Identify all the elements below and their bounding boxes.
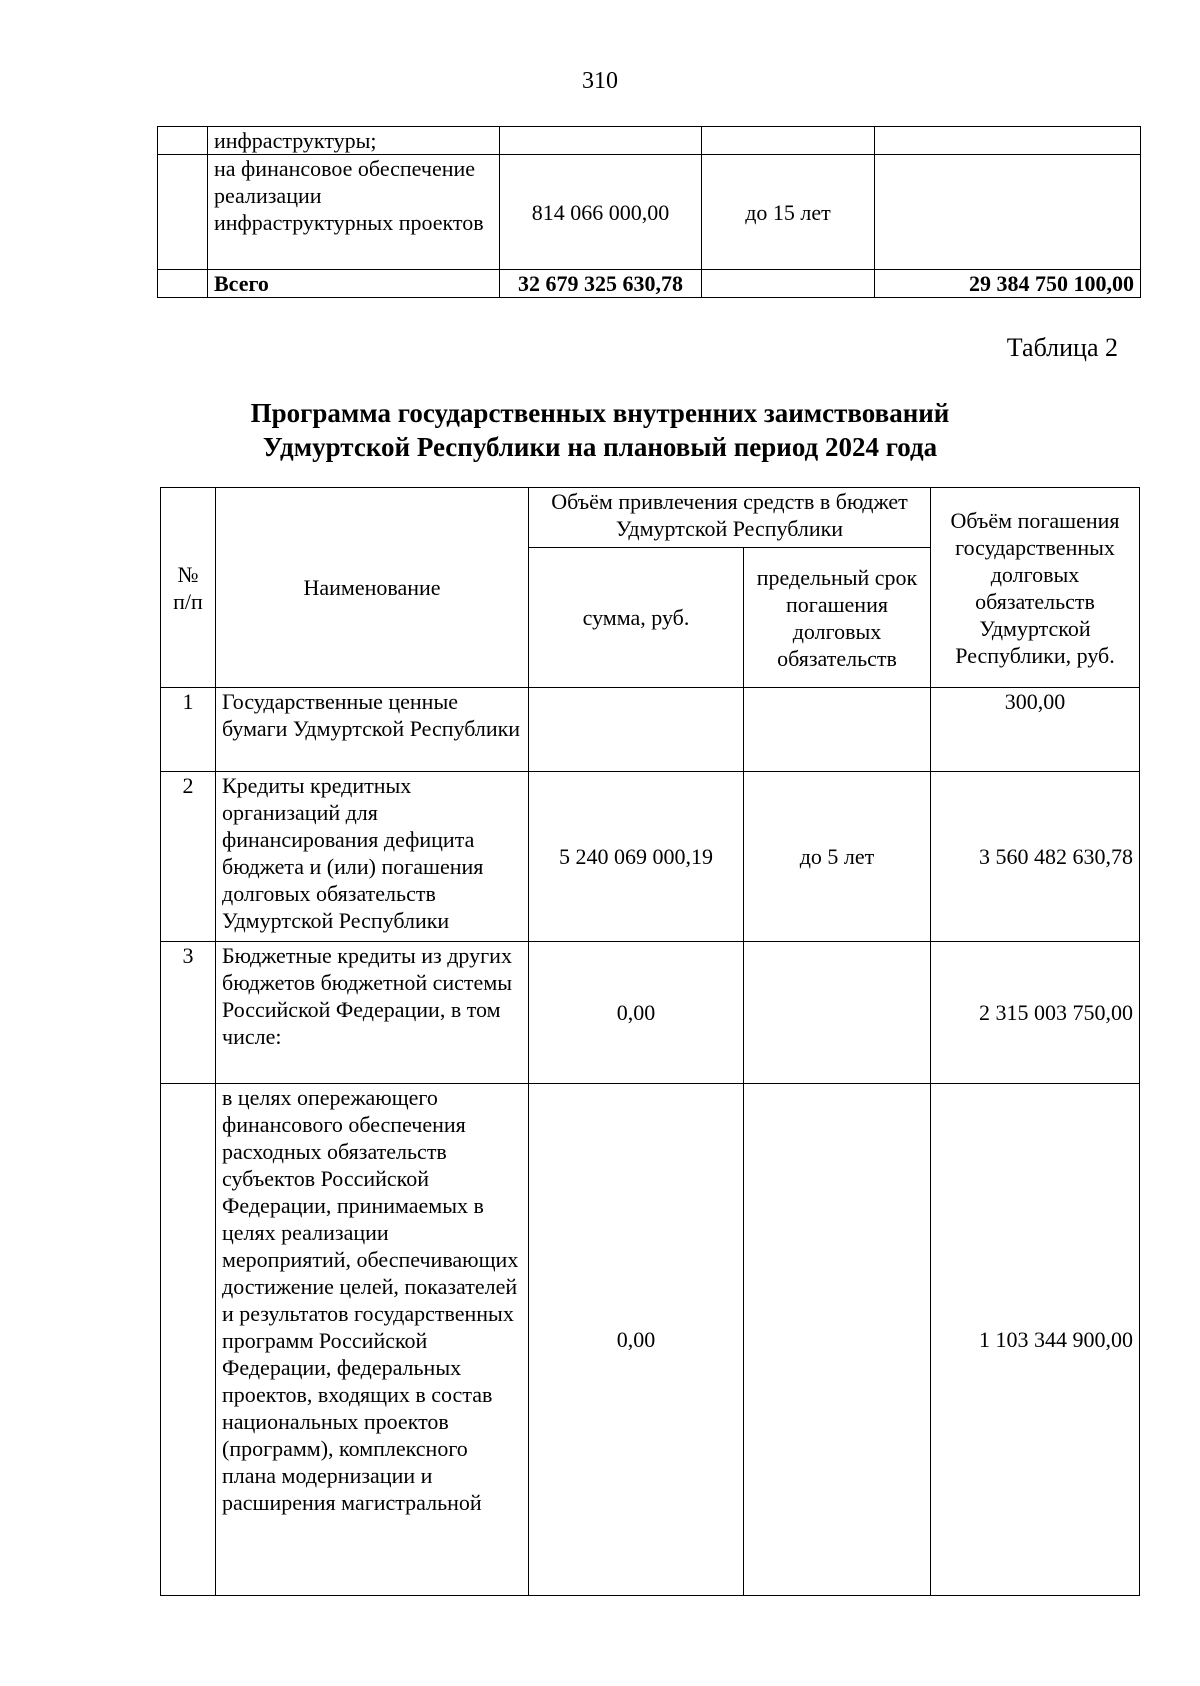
header-row — [161, 488, 1140, 548]
sum-cell — [500, 127, 702, 155]
row-sum: 0,00 — [529, 942, 744, 1084]
title-line-1: Программа государственных внутренних заимствований — [250, 398, 950, 428]
header-term: предельный срок погашения долговых обязательств — [744, 548, 931, 688]
header-sum: сумма, руб. — [529, 548, 744, 688]
row-name: Бюджетные кредиты из других бюджетов бюджетной системы Российской Федерации, в том числе: — [216, 942, 529, 1084]
row-sum: 0,00 — [529, 1084, 744, 1596]
header-name: Наименование — [216, 488, 529, 688]
num-cell — [158, 270, 208, 298]
row-sum: 5 240 069 000,19 — [529, 772, 744, 942]
table-title — [0, 396, 1200, 464]
table-row — [161, 1084, 1140, 1596]
row-term: до 5 лет — [744, 772, 931, 942]
continuation-table — [157, 126, 1141, 298]
row-repay: 1 103 344 900,00 — [931, 1084, 1140, 1596]
name-cell: на финансовое обеспечение реализации инфраструктурных проектов — [208, 155, 500, 270]
total-term — [702, 270, 875, 298]
table-row — [161, 688, 1140, 772]
row-name: в целях опережающего финансового обеспечения расходных обязательств субъектов Российской Федерации, принимаемых в целях реализации мероприятий, обеспечивающих достижение целей, показателей и результатов государственных программ Российской Федерации, федеральных проектов, входящих в состав национальных проектов (программ), комплексного плана модернизации и расширения магистральной — [216, 1084, 529, 1596]
total-sum: 32 679 325 630,78 — [500, 270, 702, 298]
title-line-2: Удмуртской Республики на плановый период 2024 года — [262, 432, 938, 462]
row-term — [744, 942, 931, 1084]
borrowing-program-table — [160, 487, 1140, 1596]
total-repay: 29 384 750 100,00 — [875, 270, 1141, 298]
table-row — [158, 127, 1141, 155]
header-attract-group: Объём привлечения средств в бюджет Удмуртской Республики — [529, 488, 931, 548]
num-cell — [158, 127, 208, 155]
term-cell — [702, 127, 875, 155]
total-row — [158, 270, 1141, 298]
header-num: № п/п — [161, 488, 216, 688]
row-num: 3 — [161, 942, 216, 1084]
sum-cell: 814 066 000,00 — [500, 155, 702, 270]
repay-cell — [875, 155, 1141, 270]
page-number: 310 — [582, 68, 618, 94]
name-cell: инфраструктуры; — [208, 127, 500, 155]
row-num — [161, 1084, 216, 1596]
row-name: Кредиты кредитных организаций для финансирования дефицита бюджета и (или) погашения долговых обязательств Удмуртской Республики — [216, 772, 529, 942]
row-repay: 300,00 — [931, 688, 1140, 772]
num-cell — [158, 155, 208, 270]
table-label: Таблица 2 — [1006, 333, 1118, 362]
row-term — [744, 1084, 931, 1596]
row-repay: 2 315 003 750,00 — [931, 942, 1140, 1084]
row-num: 2 — [161, 772, 216, 942]
total-label: Всего — [208, 270, 500, 298]
row-num: 1 — [161, 688, 216, 772]
row-name: Государственные ценные бумаги Удмуртской Республики — [216, 688, 529, 772]
header-repay: Объём погашения государственных долговых обязательств Удмуртской Республики, руб. — [931, 488, 1140, 688]
table-row — [161, 772, 1140, 942]
table-row — [161, 942, 1140, 1084]
row-repay: 3 560 482 630,78 — [931, 772, 1140, 942]
term-cell: до 15 лет — [702, 155, 875, 270]
table-row — [158, 155, 1141, 270]
row-sum — [529, 688, 744, 772]
repay-cell — [875, 127, 1141, 155]
row-term — [744, 688, 931, 772]
